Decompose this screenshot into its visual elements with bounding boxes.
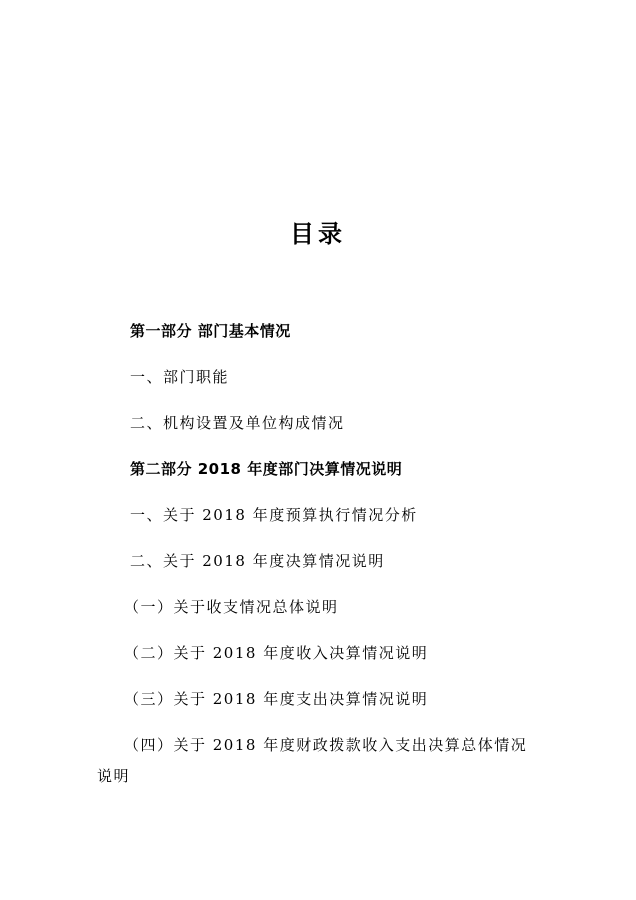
toc-part-1: 第一部分 部门基本情况 — [130, 322, 291, 340]
toc-subitem: （二）关于 2018 年度收入决算情况说明 — [124, 644, 429, 662]
toc-subitem-continuation: 说明 — [97, 767, 131, 785]
toc-item: 一、部门职能 — [130, 368, 230, 386]
toc-item: 二、机构设置及单位构成情况 — [130, 414, 345, 432]
toc-item: 二、关于 2018 年度决算情况说明 — [130, 552, 385, 570]
page-title: 目录 — [290, 220, 346, 248]
toc-subitem: （一）关于收支情况总体说明 — [124, 598, 339, 616]
toc-part-2: 第二部分 2018 年度部门决算情况说明 — [130, 460, 403, 478]
toc-subitem: （三）关于 2018 年度支出决算情况说明 — [124, 690, 429, 708]
toc-item: 一、关于 2018 年度预算执行情况分析 — [130, 506, 418, 524]
toc-subitem: （四）关于 2018 年度财政拨款收入支出决算总体情况 — [124, 736, 528, 754]
